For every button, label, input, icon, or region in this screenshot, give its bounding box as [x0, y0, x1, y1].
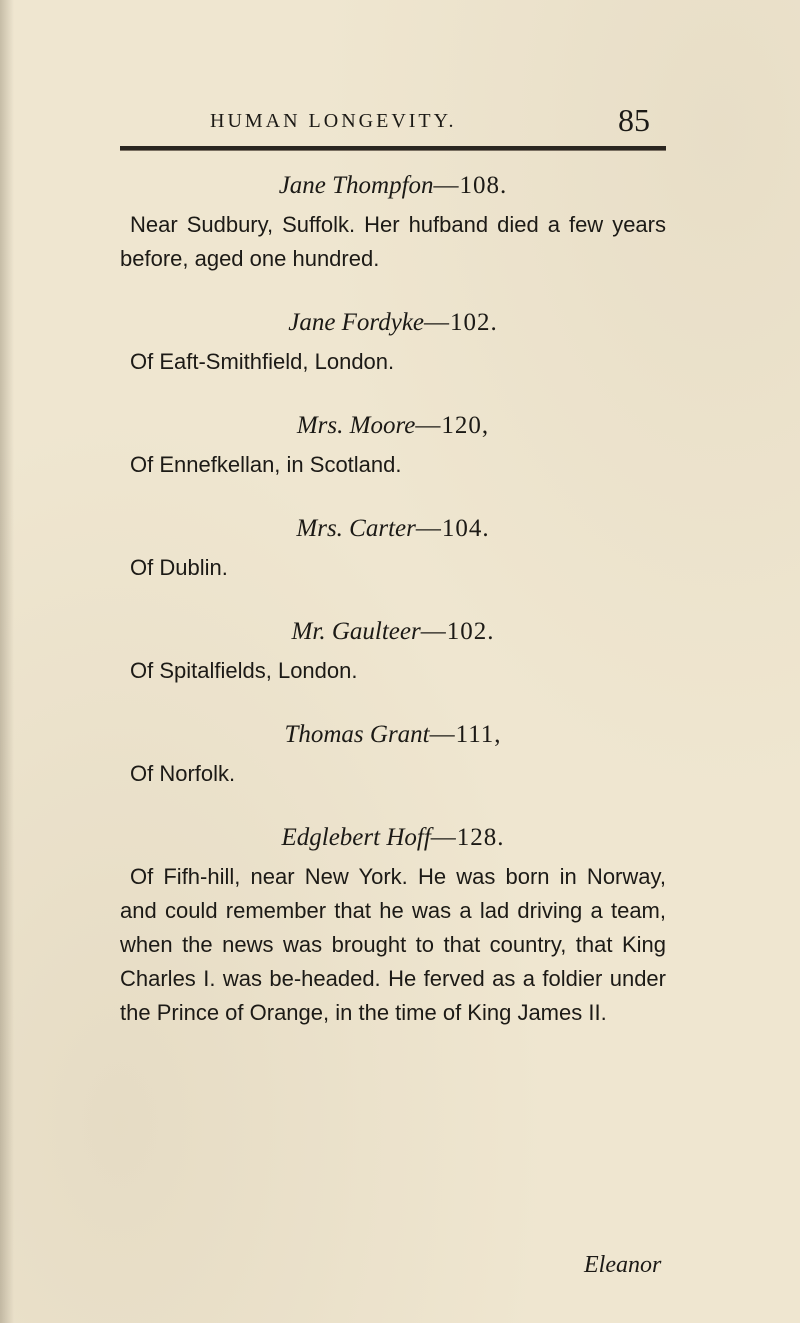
entry-age: —111,	[429, 721, 502, 748]
entry-name: Mrs. Carter	[296, 515, 416, 542]
entry-heading	[120, 614, 666, 650]
entry-description: Of Fifh-hill, near New York. He was born in Norway, and could remember that he was a lad driving a team, when the news was brought to that country, that King Charles I. was be-headed. He ferved as a foldier under the Prince of Orange, in the time of King James II.	[120, 864, 666, 1025]
entry-description: Of Ennefkellan, in Scotland.	[130, 452, 402, 477]
entry-heading	[120, 305, 666, 341]
entry-description: Near Sudbury, Suffolk. Her hufband died a few years before, aged one hundred.	[120, 212, 666, 271]
catchword: Eleanor	[584, 1252, 662, 1278]
entry-mrs-carter	[120, 511, 666, 585]
entry-description: Of Eaft-Smithfield, London.	[130, 349, 395, 374]
entry-name: Thomas Grant	[284, 721, 430, 748]
entry-description: Of Norfolk.	[130, 761, 236, 786]
entry-heading	[120, 408, 666, 444]
page-number: 85	[618, 102, 650, 138]
entry-mr-gaulteer	[120, 614, 666, 688]
running-title: HUMAN LONGEVITY.	[210, 110, 457, 132]
entry-age: —102.	[424, 309, 498, 336]
entry-heading	[120, 717, 666, 753]
entry-age: —108.	[433, 172, 508, 199]
entry-age: —102.	[420, 618, 495, 645]
entry-name: Mr. Gaulteer	[291, 618, 421, 645]
entry-name: Jane Fordyke	[288, 309, 425, 336]
entry-name: Edglebert Hoff	[281, 824, 431, 851]
entry-age: —128.	[430, 824, 505, 851]
entry-description: Of Dublin.	[130, 555, 228, 580]
entry-age: —120,	[415, 412, 490, 439]
header-rule	[120, 146, 666, 151]
entry-heading	[120, 168, 666, 204]
entry-name: Mrs. Moore	[296, 412, 416, 439]
entry-name: Jane Thompfon	[278, 172, 434, 199]
entry-description: Of Spitalfields, London.	[130, 658, 358, 683]
entries-list	[120, 168, 666, 1059]
entry-thomas-grant	[120, 717, 666, 791]
page-gutter-shadow	[0, 0, 14, 1323]
entry-jane-thompfon	[120, 168, 666, 276]
entry-mrs-moore	[120, 408, 666, 482]
entry-age: —104.	[415, 515, 490, 542]
entry-jane-fordyke	[120, 305, 666, 379]
entry-heading	[120, 820, 666, 856]
entry-edglebert-hoff	[120, 820, 666, 1030]
entry-heading	[120, 511, 666, 547]
